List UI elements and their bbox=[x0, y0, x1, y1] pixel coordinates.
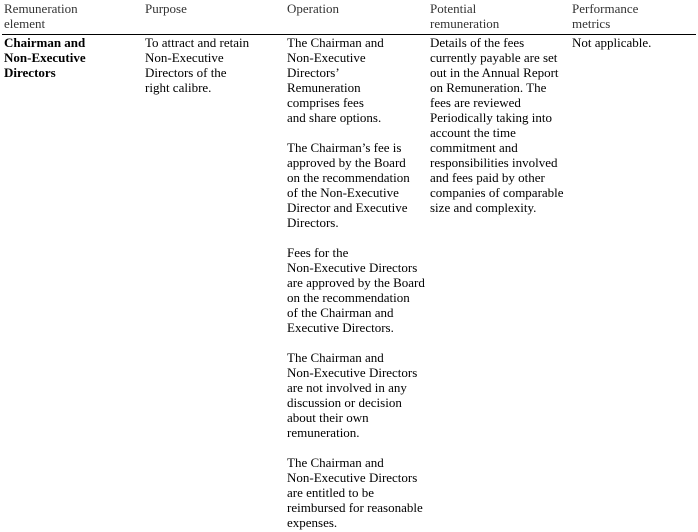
cell-line: on the recommendation bbox=[287, 290, 410, 305]
cell-line: Details of the fees bbox=[430, 35, 525, 50]
cell-line: account the time bbox=[430, 125, 516, 140]
header-operation bbox=[287, 1, 339, 16]
header-remuneration-element bbox=[4, 1, 78, 31]
cell-line: are not involved in any bbox=[287, 380, 407, 395]
cell-line: Periodically taking into bbox=[430, 110, 553, 125]
cell-line: Director and Executive bbox=[287, 200, 408, 215]
cell-line: Directors’ bbox=[287, 65, 340, 80]
cell-line: on the recommendation bbox=[287, 170, 410, 185]
cell-line: are approved by the Board bbox=[287, 275, 425, 290]
cell-line: discussion or decision bbox=[287, 395, 402, 410]
cell-line: comprises fees bbox=[287, 95, 364, 110]
cell-line: Directors bbox=[4, 65, 56, 80]
cell-operation bbox=[287, 35, 425, 530]
cell-line: The Chairman and bbox=[287, 455, 384, 470]
header-line: Performance bbox=[572, 1, 639, 16]
cell-line: Non-Executive Directors bbox=[287, 365, 418, 380]
cell-line: Directors. bbox=[287, 215, 339, 230]
cell-line: Fees for the bbox=[287, 245, 349, 260]
cell-line: The Chairman’s fee is bbox=[287, 140, 402, 155]
cell-line: about their own bbox=[287, 410, 369, 425]
cell-line: Chairman and bbox=[4, 35, 86, 50]
cell-line: fees are reviewed bbox=[430, 95, 521, 110]
operation-paragraph bbox=[287, 35, 425, 125]
cell-remuneration-element bbox=[4, 35, 86, 80]
cell-line: Non-Executive Directors bbox=[287, 260, 418, 275]
cell-line: remuneration. bbox=[287, 425, 360, 440]
cell-line: commitment and bbox=[430, 140, 518, 155]
operation-paragraph bbox=[287, 245, 425, 335]
cell-line: and fees paid by other bbox=[430, 170, 545, 185]
header-line: remuneration bbox=[430, 16, 500, 31]
cell-line: Non-Executive bbox=[4, 50, 86, 65]
cell-performance-metrics bbox=[572, 35, 651, 50]
header-line: metrics bbox=[572, 16, 611, 31]
cell-line: of the Chairman and bbox=[287, 305, 394, 320]
header-purpose bbox=[145, 1, 187, 16]
header-line: Purpose bbox=[145, 1, 187, 16]
operation-paragraph bbox=[287, 455, 425, 530]
cell-line: The Chairman and bbox=[287, 35, 384, 50]
header-line: element bbox=[4, 16, 46, 31]
cell-line: out in the Annual Report bbox=[430, 65, 559, 80]
cell-line: of the Non-Executive bbox=[287, 185, 399, 200]
operation-paragraph bbox=[287, 350, 425, 440]
cell-line: Non-Executive bbox=[287, 50, 366, 65]
cell-line: approved by the Board bbox=[287, 155, 406, 170]
cell-line: currently payable are set bbox=[430, 50, 558, 65]
cell-line: companies of comparable bbox=[430, 185, 564, 200]
header-line: Operation bbox=[287, 1, 339, 16]
cell-line: Non-Executive Directors bbox=[287, 470, 418, 485]
cell-line: reimbursed for reasonable bbox=[287, 500, 423, 515]
header-potential-remuneration bbox=[430, 1, 499, 31]
cell-purpose bbox=[145, 35, 249, 95]
header-line: Remuneration bbox=[4, 1, 78, 16]
cell-line: Executive Directors. bbox=[287, 320, 394, 335]
cell-line: Directors of the bbox=[145, 65, 227, 80]
cell-line: Remuneration bbox=[287, 80, 361, 95]
cell-line: expenses. bbox=[287, 515, 338, 530]
cell-line: The Chairman and bbox=[287, 350, 384, 365]
cell-line: size and complexity. bbox=[430, 200, 537, 215]
operation-paragraph bbox=[287, 140, 425, 230]
cell-line: on Remuneration. The bbox=[430, 80, 547, 95]
cell-line: Non-Executive bbox=[145, 50, 224, 65]
header-performance-metrics bbox=[572, 1, 638, 31]
header-line: Potential bbox=[430, 1, 477, 16]
cell-line: Not applicable. bbox=[572, 35, 652, 50]
cell-potential-remuneration bbox=[430, 35, 564, 215]
cell-line: are entitled to be bbox=[287, 485, 374, 500]
cell-line: To attract and retain bbox=[145, 35, 250, 50]
cell-line: right calibre. bbox=[145, 80, 212, 95]
cell-line: responsibilities involved bbox=[430, 155, 558, 170]
cell-line: and share options. bbox=[287, 110, 382, 125]
